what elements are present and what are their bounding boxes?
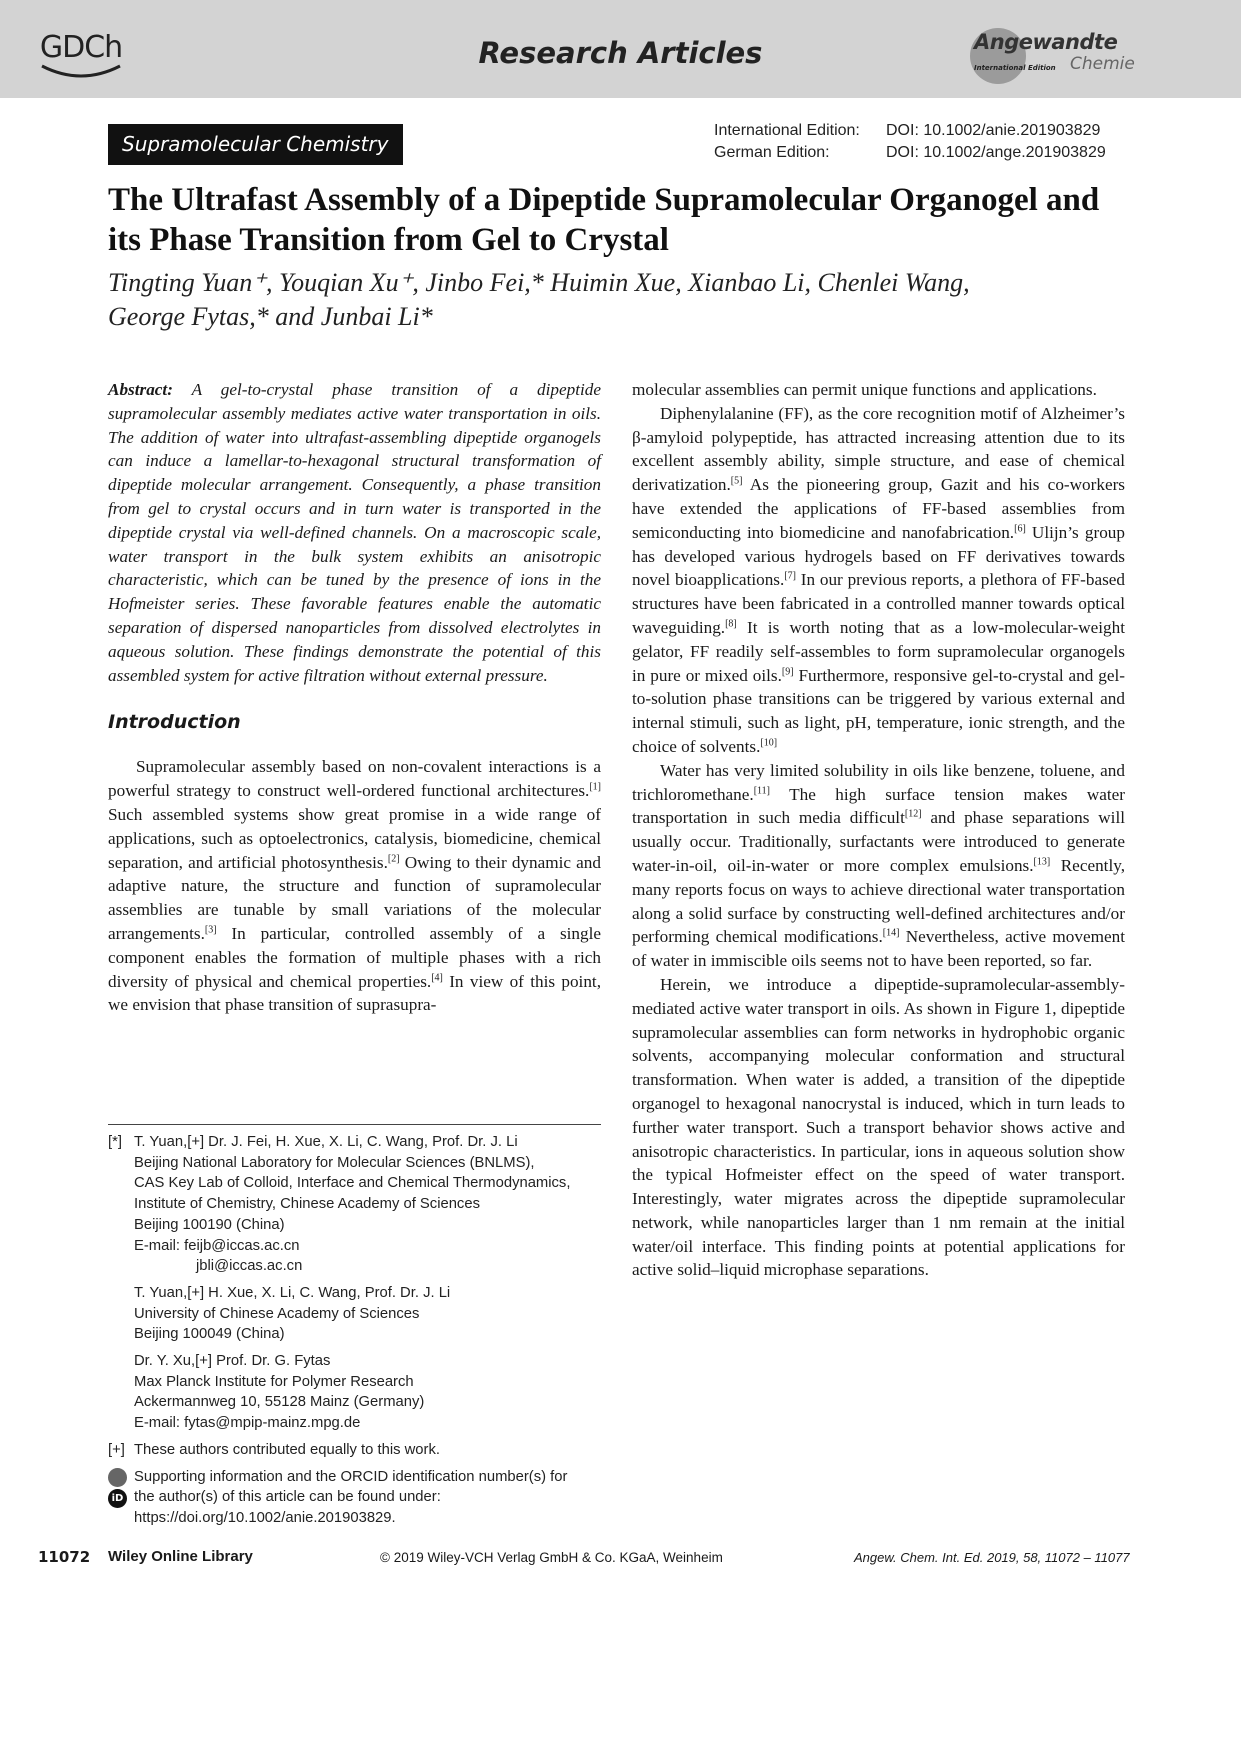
copyright-notice: © 2019 Wiley-VCH Verlag GmbH & Co. KGaA, Weinheim — [380, 1550, 723, 1565]
intro-paragraph-1 — [108, 755, 601, 1017]
doi-german-row — [714, 142, 1106, 164]
intro-paragraph-4: Herein, we introduce a dipeptide-supramolecular-assembly-mediated active water transport in oils. As shown in Figure 1, dipeptide supramolecular assemblies can form networks in hydrophobic organic solvents, accompanying molecular conformation and structural transformation. When water is added, a transition of the dipeptide organogel to hexagonal nanocrystal is induced, which in turn leads to further water transport. Such a transport behavior shows active and anisotropic characteristics. In particular, ions in aqueous solution show the typical Hofmeister effect on the speed of water transport. Interestingly, water migrates across the dipeptide supramolecular network, while nanoparticles larger than 1 nm remain at the initial water/oil interface. This finding points at potential applications for active solid–liquid microphase separations. — [632, 974, 1125, 1280]
email-line[interactable]: E-mail: fytas@mpip-mainz.mpg.de — [134, 1415, 361, 1432]
supporting-info-line: the author(s) of this article can be found under: — [134, 1489, 441, 1506]
citation-ref[interactable]: [6] — [1014, 523, 1026, 535]
affiliation-line: Beijing 100190 (China) — [134, 1216, 285, 1233]
paragraph-text: Ulijn’s group has developed various hydrogels based on FF derivatives towards novel bioapplications. — [632, 522, 1125, 590]
category-label: Supramolecular Chemistry — [108, 124, 403, 165]
paragraph-text: Diphenylalanine (FF), as the core recognition motif of Alzheimer’s β-amyloid polypeptide, has attracted increasing attention due to its excellent assembly ability, simple structure, and ease of chemical derivatization. — [632, 403, 1125, 495]
affiliation-line: Max Planck Institute for Polymer Research — [134, 1373, 414, 1390]
abstract-text: A gel-to-crystal phase transition of a dipeptide supramolecular assembly mediates active water transportation in oils. The addition of water into ultrafast-assembling dipeptide organogels can induce a lamellar-to-hexagonal structural transformation of dipeptide molecular arrangement. Consequently, a phase transition from gel to crystal occurs and in turn water is transported in the dipeptide crystal via well-defined channels. On a macroscopic scale, water transport in the bulk system exhibits an anisotropic characteristic, which can be tuned by the presence of ions in the Hofmeister series. These favorable features enable the automatic separation of dispersed nanoparticles from dissolved electrolytes in aqueous solution. These findings demonstrate the potential of this assembled system for active filtration without external pressure. — [108, 380, 601, 685]
footnotes — [108, 1132, 608, 1535]
equal-contribution-text: These authors contributed equally to this work. — [134, 1441, 440, 1458]
introduction-heading: Introduction — [108, 711, 241, 734]
affiliation-line: University of Chinese Academy of Sciences — [134, 1305, 420, 1322]
footnote-mark: [*] — [108, 1134, 122, 1150]
journal-logo-name: Angewandte — [974, 30, 1118, 54]
page-number: 11072 — [38, 1548, 91, 1566]
paragraph-text: The high surface tension makes water transportation in such media difficult — [632, 784, 1125, 828]
intro-paragraph-1-continued: molecular assemblies can permit unique functions and applications. — [632, 380, 1097, 399]
article-title-line: The Ultrafast Assembly of a Dipeptide Supramolecular Organogel and — [108, 182, 1100, 218]
email-line[interactable]: E-mail: feijb@iccas.ac.cn — [134, 1237, 300, 1254]
paragraph-text: As the pioneering group, Gazit and his co-workers have extended the applications of FF-based assemblies from semiconducting into biomedicine and nanofabrication. — [632, 475, 1125, 542]
right-column — [632, 378, 1125, 1282]
citation-ref[interactable]: [7] — [784, 570, 796, 582]
affiliation-line: Beijing 100049 (China) — [134, 1326, 285, 1343]
gdch-logo-text: GDCh — [39, 30, 123, 65]
orcid-icon: iD — [108, 1489, 127, 1508]
paragraph-text: and phase separations will usually occur. Traditionally, surfactants were introduced to generate water-in-oil, oil-in-water or more complex emulsions. — [632, 808, 1125, 875]
affiliation-line: CAS Key Lab of Colloid, Interface and Chemical Thermodynamics, — [134, 1175, 571, 1192]
author-line: George Fytas,* and Junbai Li* — [108, 302, 433, 331]
supporting-info-link[interactable]: https://doi.org/10.1002/anie.201903829. — [134, 1509, 396, 1526]
section-title: Research Articles — [478, 36, 763, 70]
abstract — [108, 378, 601, 687]
intro-paragraph-2 — [632, 402, 1125, 759]
paragraph-text: Water has very limited solubility in oils like benzene, toluene, and trichloromethane. — [632, 760, 1125, 804]
citation-ref[interactable]: [5] — [730, 475, 743, 487]
journal-logo — [970, 24, 1140, 84]
supporting-info-icon — [108, 1468, 127, 1487]
citation-ref[interactable]: [14] — [882, 927, 900, 939]
doi-german-link[interactable]: DOI: 10.1002/ange.201903829 — [886, 144, 1106, 161]
paragraph-text: Recently, many reports focus on ways to achieve directional water transportation along a solid surface by constructing well-defined architectures and/or performing chemical modifications. — [632, 855, 1125, 947]
abstract-label: Abstract: — [108, 380, 173, 399]
page-footer — [0, 1546, 1241, 1570]
email-line[interactable]: jbli@iccas.ac.cn — [196, 1258, 303, 1275]
author-line: Tingting Yuan⁺, Youqian Xu⁺, Jinbo Fei,* Huimin Xue, Xianbao Li, Chenlei Wang, — [108, 268, 970, 297]
doi-international-link[interactable]: DOI: 10.1002/anie.201903829 — [886, 122, 1101, 139]
intro-paragraph-3 — [632, 759, 1125, 973]
paragraph-text: Furthermore, responsive gel-to-crystal and gel-to-solution phase transitions can be triggered by various external and internal stimuli, such as light, pH, temperature, ionic strength, and the choice of solvents. — [632, 665, 1125, 756]
doi-international-label: International Edition: — [714, 122, 860, 139]
citation-ref[interactable]: [9] — [781, 665, 794, 677]
citation-ref[interactable]: [12] — [904, 808, 922, 820]
header-band — [0, 0, 1241, 98]
journal-citation: Angew. Chem. Int. Ed. 2019, 58, 11072 – 11077 — [854, 1550, 1130, 1565]
citation-ref[interactable]: [4] — [431, 971, 443, 983]
doi-german-label: German Edition: — [714, 144, 830, 161]
author-list — [108, 266, 1138, 334]
doi-international-row — [714, 120, 1106, 142]
footnote-mark: [+] — [108, 1441, 125, 1458]
affiliation-line: T. Yuan,[+] H. Xue, X. Li, C. Wang, Prof. Dr. J. Li — [134, 1284, 451, 1301]
citation-ref[interactable]: [8] — [725, 618, 737, 630]
affiliation-line: Ackermannweg 10, 55128 Mainz (Germany) — [134, 1394, 425, 1411]
paragraph-text: Such assembled systems show great promise in a wide range of applications, such as optoelectronics, catalysis, biomedicine, chemical separation, and artificial photosynthesis. — [108, 804, 601, 872]
paragraph-text: Owing to their dynamic and adaptive nature, the structure and function of supramolecular assemblies are tunable by small variations of the molecular arrangements. — [108, 852, 601, 943]
library-name: Wiley Online Library — [108, 1548, 253, 1565]
affiliation-block-3 — [108, 1351, 608, 1434]
citation-ref[interactable]: [13] — [1033, 856, 1051, 868]
journal-logo-subname: Chemie — [1070, 54, 1135, 74]
affiliation-block-2 — [108, 1283, 608, 1345]
supporting-info-line: Supporting information and the ORCID identification number(s) for — [134, 1468, 568, 1485]
affiliation-line: Dr. Y. Xu,[+] Prof. Dr. G. Fytas — [134, 1353, 331, 1370]
journal-logo-edition: International Edition — [974, 64, 1056, 72]
paragraph-text: In particular, controlled assembly of a single component enables the formation of multiple phases with a rich diversity of physical and chemical properties. — [108, 923, 601, 991]
left-column — [108, 378, 601, 1017]
citation-ref[interactable]: [3] — [204, 924, 217, 936]
affiliation-line: T. Yuan,[+] Dr. J. Fei, H. Xue, X. Li, C. Wang, Prof. Dr. J. Li — [134, 1134, 518, 1150]
affiliation-line: Institute of Chemistry, Chinese Academy of Sciences — [134, 1196, 480, 1213]
paragraph-text: In view of this point, we envision that phase transition of suprasupra- — [108, 971, 601, 1015]
paragraph-text: Supramolecular assembly based on non-covalent interactions is a powerful strategy to construct well-ordered functional architectures. — [108, 757, 601, 801]
article-title-line: its Phase Transition from Gel to Crystal — [108, 222, 669, 258]
supporting-info-note — [108, 1467, 608, 1529]
equal-contribution-note — [108, 1440, 608, 1461]
article-title — [108, 180, 1138, 260]
affiliation-line: Beijing National Laboratory for Molecular Sciences (BNLMS), — [134, 1154, 535, 1171]
citation-ref[interactable]: [10] — [760, 737, 778, 749]
citation-ref[interactable]: [1] — [589, 781, 601, 793]
paragraph-text: It is worth noting that as a low-molecular-weight gelator, FF readily self-assembles to form supramolecular organogels in pure or mixed oils. — [632, 617, 1125, 685]
paragraph-text: In our previous reports, a plethora of FF-based structures have been fabricated in a controlled manner towards optical waveguiding. — [632, 570, 1125, 637]
affiliation-block-1 — [108, 1132, 608, 1277]
paragraph-text: Nevertheless, active movement of water in immiscible oils seems not to have been reported, so far. — [632, 927, 1125, 971]
footnote-divider — [108, 1124, 601, 1125]
citation-ref[interactable]: [2] — [387, 852, 400, 864]
doi-block — [714, 120, 1106, 164]
citation-ref[interactable]: [11] — [753, 784, 770, 796]
